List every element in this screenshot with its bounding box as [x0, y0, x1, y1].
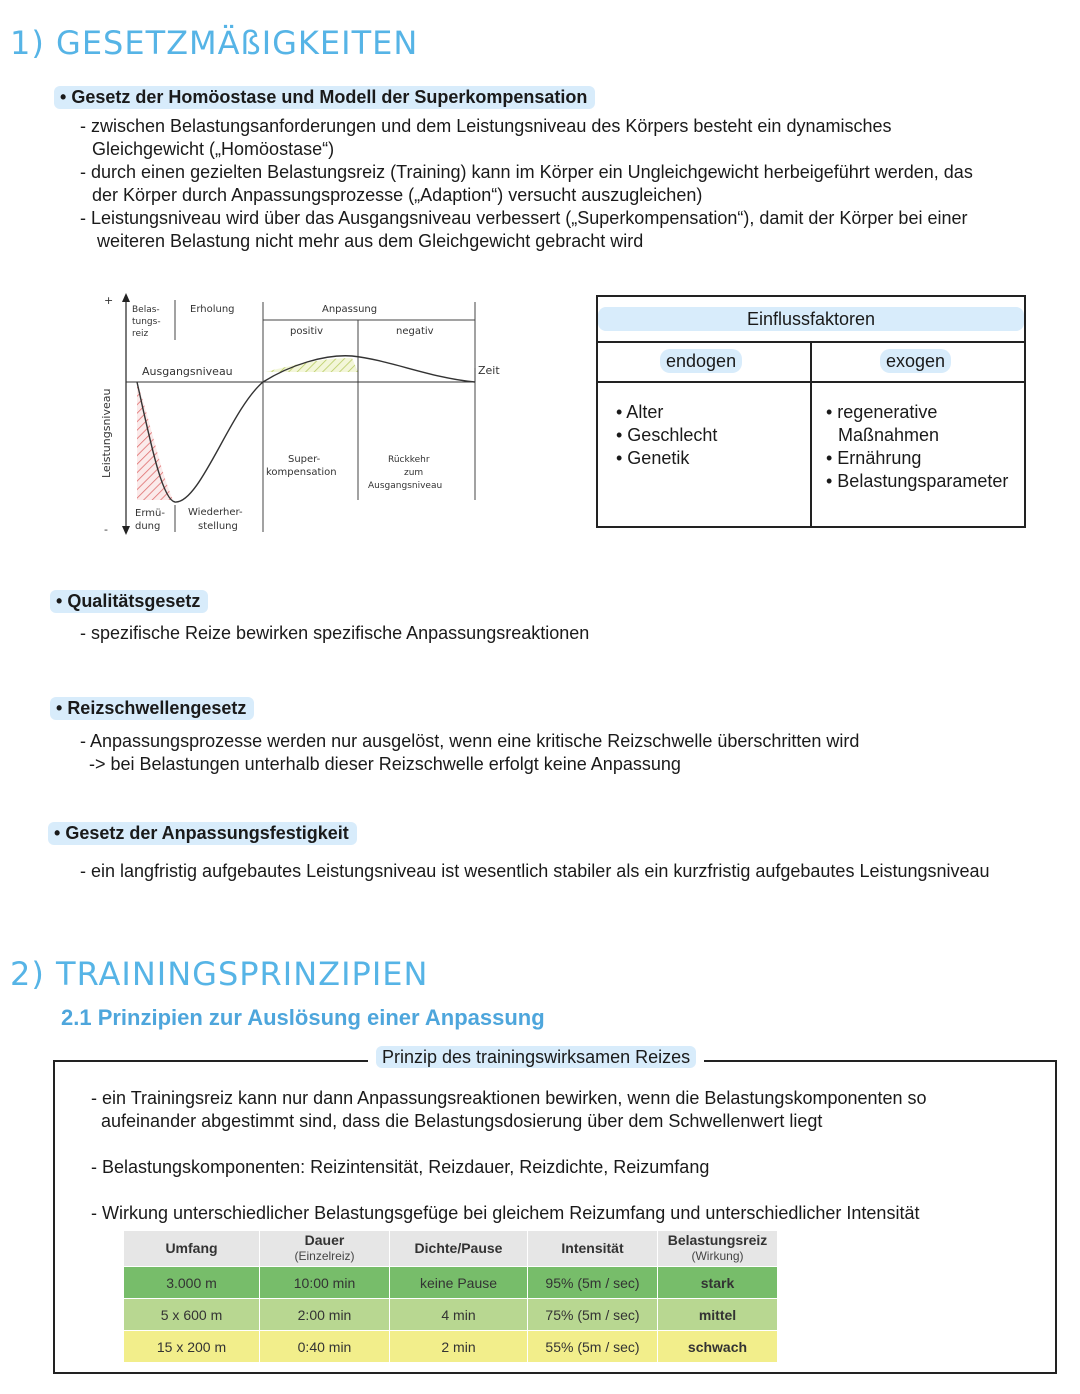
- principle-text: [91, 1156, 709, 1179]
- section1-title: 1) GESETZMÄßIGKEITEN: [10, 24, 419, 62]
- positive-label: positiv: [290, 326, 324, 337]
- exogen-item: • Belastungsparameter: [826, 471, 1009, 491]
- endogen-list: [616, 401, 717, 470]
- y-axis-label: Leistungsniveau: [100, 388, 113, 478]
- header-main: Dauer: [304, 1232, 345, 1248]
- minus-sign: -: [104, 523, 108, 536]
- diagram-svg: [90, 290, 510, 540]
- principle-line: - ein Trainingsreiz kann nur dann Anpassungsreaktionen bewirken, wenn die Belastungskomponenten so: [91, 1088, 927, 1108]
- fatigue-area: [137, 382, 173, 500]
- restoration-label: Wiederher-: [188, 507, 243, 518]
- table-cell: 5 x 600 m: [124, 1299, 260, 1331]
- baseline-label: Ausgangsniveau: [142, 365, 233, 378]
- phase-adaptation-label: Anpassung: [322, 304, 378, 315]
- phase-load-label: reiz: [132, 329, 149, 339]
- law1-line: der Körper durch Anpassungsprozesse („Adaption“) versucht auszugleichen): [92, 185, 703, 205]
- table-cell: 75% (5m / sec): [528, 1299, 658, 1331]
- table-divider: [810, 341, 812, 528]
- law4-heading: • Gesetz der Anpassungsfestigkeit: [48, 823, 357, 844]
- law1-heading-text: Gesetz der Homöostase und Modell der Superkompensation: [71, 87, 588, 107]
- endogen-header: endogen: [660, 349, 742, 373]
- return-label: Ausgangsniveau: [368, 481, 443, 491]
- header-sub: (Einzelreiz): [294, 1249, 355, 1263]
- law4-heading-text: Gesetz der Anpassungsfestigkeit: [65, 823, 349, 843]
- table-cell: 0:40 min: [260, 1331, 390, 1363]
- law1-line: weiteren Belastung nicht mehr aus dem Gleichgewicht gebracht wird: [97, 231, 644, 251]
- header-main: Intensität: [561, 1240, 624, 1256]
- table-cell: stark: [658, 1267, 778, 1299]
- influence-factors-table: [596, 295, 1026, 528]
- table-cell: keine Pause: [390, 1267, 528, 1299]
- law1-line: - durch einen gezielten Belastungsreiz (Training) kann im Körper ein Ungleichgewicht herbeigeführt werden, das: [80, 162, 973, 182]
- section2-title: 2) TRAININGSPRINZIPIEN: [10, 955, 429, 993]
- table-cell: 2:00 min: [260, 1299, 390, 1331]
- load-structure-table: [123, 1230, 778, 1363]
- restoration-label: stellung: [198, 521, 238, 532]
- law1-text: [80, 115, 973, 253]
- law3-text: [80, 730, 859, 776]
- table-cell: 95% (5m / sec): [528, 1267, 658, 1299]
- exogen-header: exogen: [880, 349, 951, 373]
- phase-recovery-label: Erholung: [190, 304, 235, 315]
- header-cell: [124, 1231, 260, 1267]
- law3-line: -> bei Belastungen unterhalb dieser Reizschwelle erfolgt keine Anpassung: [89, 754, 681, 774]
- header-cell: [390, 1231, 528, 1267]
- exogen-item: • regenerative: [826, 402, 938, 422]
- header-main: Dichte/Pause: [414, 1240, 503, 1256]
- exogen-item: • Ernährung: [826, 448, 922, 468]
- section2-subtitle: 2.1 Prinzipien zur Auslösung einer Anpassung: [61, 1005, 545, 1030]
- principle-box-title: [368, 1047, 704, 1068]
- principle-text: [91, 1202, 919, 1225]
- endogen-item: • Alter: [616, 402, 664, 422]
- law1-heading: • Gesetz der Homöostase und Modell der Superkompensation: [54, 87, 595, 108]
- law1-line: - Leistungsniveau wird über das Ausgangsniveau verbessert („Superkompensation“), damit der Körper bei einer: [80, 208, 968, 228]
- table-cell: 4 min: [390, 1299, 528, 1331]
- table-header-row: [124, 1231, 778, 1267]
- supercompensation-diagram: [90, 290, 510, 540]
- law3-line: - Anpassungsprozesse werden nur ausgelöst, wenn eine kritische Reizschwelle überschritten wird: [80, 731, 860, 751]
- table-cell: 2 min: [390, 1331, 528, 1363]
- phase-load-label: tungs-: [132, 317, 161, 327]
- header-cell: [658, 1231, 778, 1267]
- table-row: [124, 1331, 778, 1363]
- principle-line: - Wirkung unterschiedlicher Belastungsgefüge bei gleichem Reizumfang und unterschiedlicher Intensität: [91, 1203, 920, 1223]
- header-main: Umfang: [165, 1240, 218, 1256]
- table-cell: 15 x 200 m: [124, 1331, 260, 1363]
- law2-heading: • Qualitätsgesetz: [50, 591, 208, 612]
- plus-sign: +: [104, 294, 114, 307]
- endogen-item: • Geschlecht: [616, 425, 718, 445]
- return-label: Rückkehr: [388, 455, 430, 465]
- table-cell: 10:00 min: [260, 1267, 390, 1299]
- principle-line: aufeinander abgestimmt sind, dass die Belastungsdosierung über dem Schwellenwert liegt: [101, 1111, 823, 1131]
- header-main: Belastungsreiz: [667, 1232, 768, 1248]
- fatigue-label: dung: [135, 521, 161, 532]
- header-cell: [528, 1231, 658, 1267]
- supercomp-label: kompensation: [266, 467, 337, 478]
- table-row: [124, 1299, 778, 1331]
- principle-line: - Belastungskomponenten: Reizintensität, Reizdauer, Reizdichte, Reizumfang: [91, 1157, 710, 1177]
- table-row: [124, 1267, 778, 1299]
- principle-text: [91, 1087, 927, 1133]
- law2-heading-text: Qualitätsgesetz: [67, 591, 201, 611]
- endogen-item: • Genetik: [616, 448, 690, 468]
- law4-text: [80, 860, 990, 883]
- exogen-list: [826, 401, 1008, 493]
- table-cell: 55% (5m / sec): [528, 1331, 658, 1363]
- negative-label: negativ: [396, 326, 434, 337]
- principle-box-title-text: Prinzip des trainingswirksamen Reizes: [376, 1046, 696, 1068]
- phase-load-label: Belas-: [132, 305, 160, 315]
- header-sub: (Wirkung): [691, 1249, 744, 1263]
- table-cell: schwach: [658, 1331, 778, 1363]
- return-label: zum: [404, 468, 424, 478]
- law2-line: - spezifische Reize bewirken spezifische Anpassungsreaktionen: [80, 623, 590, 643]
- supercomp-label: Super-: [288, 454, 321, 465]
- influence-factors-title: Einflussfaktoren: [598, 307, 1024, 331]
- table-cell: 3.000 m: [124, 1267, 260, 1299]
- law1-line: Gleichgewicht („Homöostase“): [92, 139, 335, 159]
- law4-line: - ein langfristig aufgebautes Leistungsniveau ist wesentlich stabiler als ein kurzfristig aufgebautes Leistungsniveau: [80, 861, 990, 881]
- law1-line: - zwischen Belastungsanforderungen und dem Leistungsniveau des Körpers besteht ein dynamisches: [80, 116, 892, 136]
- header-cell: [260, 1231, 390, 1267]
- exogen-item: Maßnahmen: [838, 425, 940, 445]
- table-cell: mittel: [658, 1299, 778, 1331]
- y-axis-arrow-down: [122, 526, 130, 535]
- fatigue-label: Ermü-: [135, 508, 165, 519]
- law3-heading: • Reizschwellengesetz: [50, 698, 254, 719]
- law2-text: [80, 622, 589, 645]
- y-axis-arrow-up: [122, 293, 130, 302]
- x-axis-label: Zeit: [478, 364, 500, 377]
- law3-heading-text: Reizschwellengesetz: [67, 698, 247, 718]
